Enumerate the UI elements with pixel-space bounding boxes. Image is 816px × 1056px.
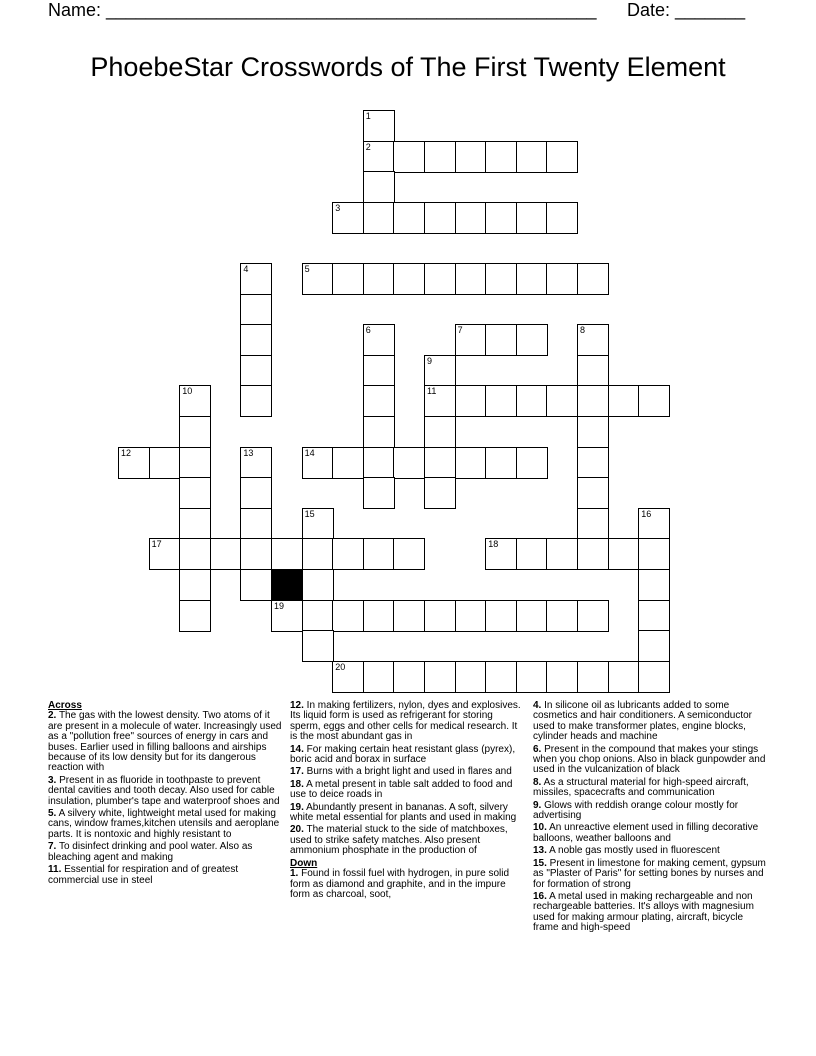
grid-cell[interactable] bbox=[363, 661, 395, 693]
grid-cell[interactable] bbox=[485, 141, 517, 173]
clue-number: 9. bbox=[533, 799, 542, 811]
grid-cell[interactable] bbox=[332, 263, 364, 295]
clue-20 bbox=[290, 825, 526, 856]
clue-9 bbox=[533, 801, 769, 822]
grid-cell[interactable] bbox=[516, 263, 548, 295]
grid-cell[interactable] bbox=[577, 538, 609, 570]
clue-12 bbox=[290, 701, 526, 743]
clue-text: As a structural material for high-speed aircraft, missiles, spacecrafts and communication bbox=[533, 776, 749, 799]
grid-cell[interactable] bbox=[577, 263, 609, 295]
grid-cell[interactable] bbox=[393, 538, 425, 570]
grid-cell[interactable] bbox=[363, 263, 395, 295]
grid-cell[interactable] bbox=[302, 538, 334, 570]
clue-13 bbox=[533, 846, 769, 856]
clue-6 bbox=[533, 745, 769, 776]
grid-cell[interactable] bbox=[363, 324, 395, 356]
clue-number: 2. bbox=[48, 710, 57, 722]
grid-cell[interactable] bbox=[455, 600, 487, 632]
grid-cell[interactable] bbox=[424, 385, 456, 417]
grid-cell[interactable] bbox=[577, 416, 609, 448]
grid-cell[interactable] bbox=[393, 202, 425, 234]
grid-cell[interactable] bbox=[546, 385, 578, 417]
grid-cell[interactable] bbox=[516, 661, 548, 693]
grid-cell[interactable] bbox=[424, 141, 456, 173]
clue-4 bbox=[533, 701, 769, 743]
cell-number: 17 bbox=[151, 539, 162, 550]
grid-cell[interactable] bbox=[363, 171, 395, 203]
grid-cell[interactable] bbox=[240, 263, 272, 295]
grid-cell[interactable] bbox=[638, 508, 670, 540]
grid-cell[interactable] bbox=[179, 508, 211, 540]
grid-cell[interactable] bbox=[638, 538, 670, 570]
grid-cell[interactable] bbox=[455, 263, 487, 295]
clue-text: In making fertilizers, nylon, dyes and explosives. Its liquid form is used as refrigerant for storing sperm, eggs and other cells for medical research. It is the most abundant gas in bbox=[290, 700, 521, 743]
clue-text: An unreactive element used in filling decorative balloons, weather balloons and bbox=[533, 822, 759, 844]
clue-number: 19. bbox=[290, 801, 304, 813]
clue-18 bbox=[290, 780, 526, 801]
grid-cell[interactable] bbox=[240, 508, 272, 540]
grid-cell[interactable] bbox=[638, 661, 670, 693]
grid-cell[interactable] bbox=[638, 600, 670, 632]
cell-number: 1 bbox=[365, 111, 371, 121]
grid-cell[interactable] bbox=[240, 447, 272, 479]
grid-cell[interactable] bbox=[332, 447, 364, 479]
clue-3 bbox=[48, 776, 284, 807]
grid-cell[interactable] bbox=[302, 447, 334, 479]
grid-cell[interactable] bbox=[363, 141, 395, 173]
across-heading: Across bbox=[48, 700, 82, 711]
grid-cell[interactable] bbox=[638, 385, 670, 417]
clue-text: Abundantly present in bananas. A soft, silvery white metal essential for plants and used in making bbox=[290, 801, 517, 824]
grid-cell[interactable] bbox=[393, 263, 425, 295]
grid-cell[interactable] bbox=[455, 324, 487, 356]
grid-cell[interactable] bbox=[393, 600, 425, 632]
cell-number: 11 bbox=[427, 386, 437, 397]
grid-cell[interactable] bbox=[149, 447, 181, 479]
clue-number: 1. bbox=[290, 868, 299, 880]
grid-cell[interactable] bbox=[393, 661, 425, 693]
grid-cell[interactable] bbox=[516, 447, 548, 479]
clue-text: A silvery white, lightweight metal used for making cans, window frames,kitchen utensils and aeroplane parts. It is nontoxic and highly resistant to bbox=[48, 808, 280, 840]
grid-cell[interactable] bbox=[577, 477, 609, 509]
cell-number: 5 bbox=[304, 264, 310, 274]
grid-cell[interactable] bbox=[118, 447, 150, 479]
grid-cell[interactable] bbox=[608, 661, 640, 693]
clue-number: 4. bbox=[533, 700, 542, 711]
cell-number: 15 bbox=[304, 508, 315, 519]
clue-text: In silicone oil as lubricants added to some cosmetics and hair conditioners. A semiconductor used to make transformer plates, engine blocks, cylinder heads and machine bbox=[533, 700, 752, 743]
grid-cell[interactable] bbox=[302, 569, 334, 601]
grid-cell[interactable] bbox=[516, 324, 548, 356]
clue-7 bbox=[48, 842, 284, 863]
grid-cell[interactable] bbox=[577, 355, 609, 387]
grid-cell[interactable] bbox=[302, 263, 334, 295]
grid-cell[interactable] bbox=[546, 661, 578, 693]
grid-cell[interactable] bbox=[577, 508, 609, 540]
cell-number: 6 bbox=[365, 325, 371, 336]
grid-cell[interactable] bbox=[455, 385, 487, 417]
cell-number: 7 bbox=[457, 325, 463, 336]
grid-cell[interactable] bbox=[577, 661, 609, 693]
grid-cell[interactable] bbox=[271, 538, 303, 570]
clue-text: Burns with a bright light and used in flares and bbox=[303, 766, 512, 778]
grid-cell[interactable] bbox=[302, 508, 334, 540]
cell-number: 19 bbox=[274, 600, 285, 611]
grid-cell[interactable] bbox=[363, 385, 395, 417]
cell-number: 9 bbox=[427, 355, 433, 366]
cell-number: 3 bbox=[335, 202, 341, 213]
grid-cell[interactable] bbox=[424, 477, 456, 509]
grid-cell[interactable] bbox=[363, 416, 395, 448]
clue-2 bbox=[48, 711, 284, 773]
clue-column-1 bbox=[48, 701, 284, 888]
grid-cell[interactable] bbox=[240, 538, 272, 570]
grid-cell[interactable] bbox=[546, 600, 578, 632]
name-line: Name: _________________________________________________ bbox=[48, 0, 597, 20]
clue-14 bbox=[290, 745, 526, 766]
grid-cell[interactable] bbox=[149, 538, 181, 570]
clue-text: Found in fossil fuel with hydrogen, in pure solid form as diamond and graphite, and in the impure form as charcoal, soot, bbox=[290, 868, 510, 900]
grid-cell[interactable] bbox=[546, 263, 578, 295]
grid-cell[interactable] bbox=[363, 447, 395, 479]
clue-text: A noble gas mostly used in fluorescent bbox=[546, 845, 720, 857]
grid-cell[interactable] bbox=[485, 202, 517, 234]
clue-number: 7. bbox=[48, 841, 57, 853]
grid-cell[interactable] bbox=[179, 385, 211, 417]
clue-number: 20. bbox=[290, 824, 304, 836]
grid-cell[interactable] bbox=[485, 263, 517, 295]
clue-column-3 bbox=[533, 701, 769, 936]
grid-cell[interactable] bbox=[179, 477, 211, 509]
clue-text: Present in limestone for making cement, gypsum as "Plaster of Paris" for setting bones by nurses and for formation of strong bbox=[533, 857, 766, 890]
grid-cell[interactable] bbox=[485, 600, 517, 632]
grid-cell[interactable] bbox=[179, 569, 211, 601]
clue-10 bbox=[533, 823, 769, 844]
grid-cell[interactable] bbox=[424, 661, 456, 693]
clue-number: 14. bbox=[290, 743, 304, 755]
grid-cell[interactable] bbox=[455, 447, 487, 479]
grid-cell[interactable] bbox=[240, 385, 272, 417]
clue-number: 10. bbox=[533, 822, 547, 834]
cell-number: 20 bbox=[335, 661, 346, 672]
clue-8 bbox=[533, 778, 769, 799]
grid-cell[interactable] bbox=[179, 538, 211, 570]
grid-cell[interactable] bbox=[240, 477, 272, 509]
cell-number: 13 bbox=[243, 447, 254, 458]
grid-cell[interactable] bbox=[608, 385, 640, 417]
grid-cell[interactable] bbox=[455, 202, 487, 234]
clue-text: A metal present in table salt added to food and use to deice roads in bbox=[290, 778, 513, 801]
cell-number: 2 bbox=[365, 141, 371, 152]
grid-cell[interactable] bbox=[363, 538, 395, 570]
grid-cell[interactable] bbox=[485, 385, 517, 417]
grid-cell[interactable] bbox=[179, 447, 211, 479]
clue-19 bbox=[290, 803, 526, 824]
grid-cell[interactable] bbox=[516, 538, 548, 570]
grid-cell[interactable] bbox=[332, 600, 364, 632]
grid-cell[interactable] bbox=[424, 355, 456, 387]
date-line: Date: _______ bbox=[627, 0, 746, 20]
grid-cell[interactable] bbox=[363, 600, 395, 632]
grid-cell[interactable] bbox=[608, 538, 640, 570]
grid-cell[interactable] bbox=[516, 141, 548, 173]
grid-cell[interactable] bbox=[546, 202, 578, 234]
clue-16 bbox=[533, 892, 769, 934]
clue-number: 15. bbox=[533, 857, 547, 869]
grid-cell[interactable] bbox=[577, 600, 609, 632]
grid-cell[interactable] bbox=[485, 538, 517, 570]
clue-15 bbox=[533, 859, 769, 890]
grid-cell[interactable] bbox=[332, 202, 364, 234]
down-heading: Down bbox=[290, 857, 318, 869]
clue-text: The material stuck to the side of matchboxes, used to strike safety matches. Also present ammonium phosphate in the production of bbox=[290, 824, 508, 857]
clue-text: Glows with reddish orange colour mostly for advertising bbox=[533, 799, 739, 822]
clue-number: 6. bbox=[533, 743, 542, 755]
grid-cell[interactable] bbox=[332, 661, 364, 693]
grid-cell[interactable] bbox=[363, 202, 395, 234]
grid-cell[interactable] bbox=[516, 600, 548, 632]
grid-cell[interactable] bbox=[485, 324, 517, 356]
grid-cell[interactable] bbox=[363, 355, 395, 387]
clue-text: Present in as fluoride in toothpaste to prevent dental cavities and tooth decay. Also used for cable insulation, plumber's tape and waterproof shoes and bbox=[48, 774, 280, 807]
clue-number: 5. bbox=[48, 808, 57, 820]
grid-cell[interactable] bbox=[240, 324, 272, 356]
grid-cell[interactable] bbox=[393, 447, 425, 479]
clue-text: For making certain heat resistant glass (pyrex), boric acid and borax in surface bbox=[290, 743, 516, 766]
clue-column-2 bbox=[290, 701, 526, 902]
clue-5 bbox=[48, 809, 284, 840]
grid-cell[interactable] bbox=[485, 661, 517, 693]
grid-cell[interactable] bbox=[240, 355, 272, 387]
cell-number: 14 bbox=[304, 447, 315, 458]
cell-number: 8 bbox=[580, 325, 586, 336]
grid-cell[interactable] bbox=[424, 202, 456, 234]
clue-number: 11. bbox=[48, 864, 62, 876]
grid-cell[interactable] bbox=[577, 324, 609, 356]
grid-cell[interactable] bbox=[638, 630, 670, 662]
grid-cell[interactable] bbox=[638, 569, 670, 601]
clue-text: Essential for respiration and of greatest commercial use in steel bbox=[48, 864, 239, 886]
grid-cell[interactable] bbox=[210, 538, 242, 570]
clue-text: The gas with the lowest density. Two atoms of it are present in a molecule of water. Increasingly used as a "pollution free" sources of energy in cars and buses. Earlier used in filling balloons and airships because of its low density but for its dangerous reaction with bbox=[48, 710, 282, 774]
clue-number: 17. bbox=[290, 766, 304, 778]
grid-cell[interactable] bbox=[332, 538, 364, 570]
grid-cell[interactable] bbox=[424, 263, 456, 295]
grid-cell[interactable] bbox=[485, 447, 517, 479]
clue-number: 8. bbox=[533, 776, 542, 788]
cell-number: 18 bbox=[488, 539, 499, 550]
grid-cell[interactable] bbox=[363, 110, 395, 142]
clue-number: 18. bbox=[290, 778, 304, 790]
clue-number: 3. bbox=[48, 774, 57, 786]
page-title: PhoebeStar Crosswords of The First Twenty Element bbox=[90, 52, 726, 82]
clue-1 bbox=[290, 869, 526, 900]
grid-cell[interactable] bbox=[271, 600, 303, 632]
grid-cell[interactable] bbox=[240, 294, 272, 326]
clue-17 bbox=[290, 767, 526, 777]
clue-number: 13. bbox=[533, 845, 547, 857]
clue-text: A metal used in making rechargeable and non rechargeable batteries. It's alloys with magnesium used for making armour plating, aircraft, bicycle frame and high-speed bbox=[533, 890, 754, 934]
clue-number: 12. bbox=[290, 700, 304, 711]
grid-cell[interactable] bbox=[424, 600, 456, 632]
grid-cell[interactable] bbox=[424, 447, 456, 479]
grid-cell[interactable] bbox=[455, 141, 487, 173]
grid-cell[interactable] bbox=[516, 385, 548, 417]
clue-text: To disinfect drinking and pool water. Also as bleaching agent and making bbox=[48, 841, 253, 863]
grid-cell[interactable] bbox=[240, 569, 272, 601]
grid-cell[interactable] bbox=[302, 600, 334, 632]
grid-cell[interactable] bbox=[302, 630, 334, 662]
grid-cell[interactable] bbox=[455, 661, 487, 693]
cell-number: 12 bbox=[121, 447, 132, 458]
grid-cell[interactable] bbox=[424, 416, 456, 448]
grid-cell[interactable] bbox=[179, 416, 211, 448]
grid-cell[interactable] bbox=[577, 385, 609, 417]
cell-number: 10 bbox=[182, 386, 193, 397]
cell-number: 16 bbox=[641, 508, 652, 519]
clue-text: Present in the compound that makes your stings when you chop onions. Also in black gunpowder and used in the vulcanization of black bbox=[533, 743, 766, 776]
grid-cell[interactable] bbox=[393, 141, 425, 173]
clue-number: 16. bbox=[533, 890, 547, 902]
clue-11 bbox=[48, 865, 284, 886]
grid-cell[interactable] bbox=[516, 202, 548, 234]
grid-block-cell bbox=[271, 569, 303, 601]
grid-cell[interactable] bbox=[546, 141, 578, 173]
grid-cell[interactable] bbox=[363, 477, 395, 509]
grid-cell[interactable] bbox=[546, 538, 578, 570]
grid-cell[interactable] bbox=[577, 447, 609, 479]
grid-cell[interactable] bbox=[179, 600, 211, 632]
cell-number: 4 bbox=[243, 264, 249, 274]
